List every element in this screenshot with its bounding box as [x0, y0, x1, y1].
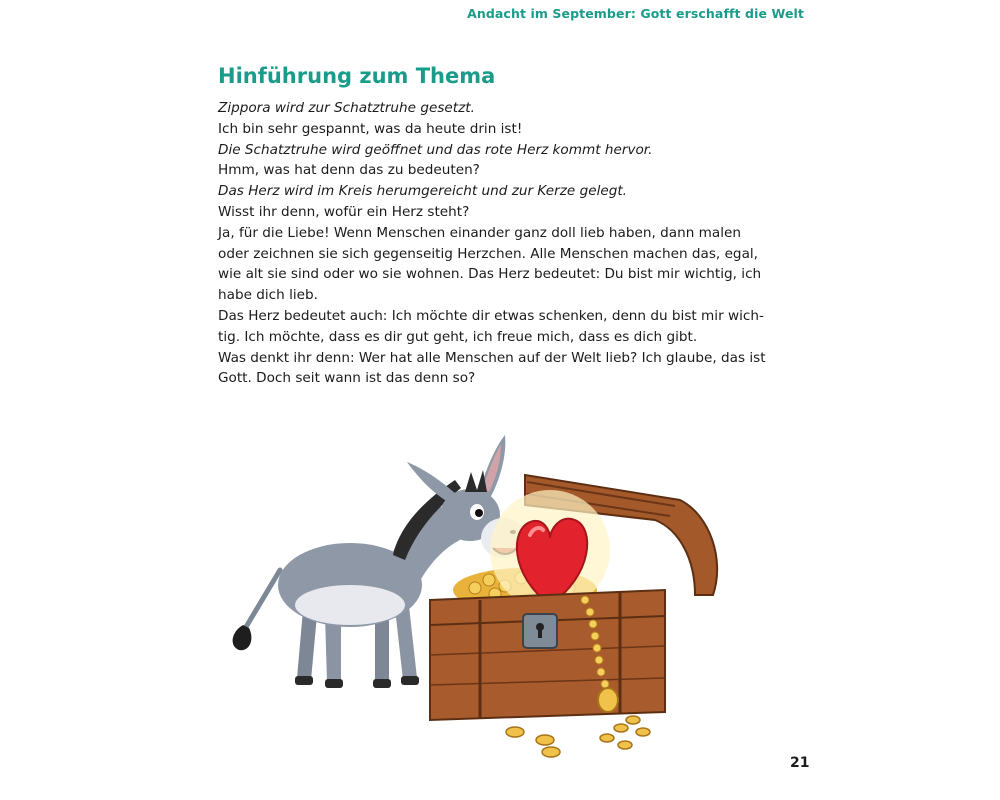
stage-direction: Die Schatztruhe wird geöffnet und das rote Herz kommt hervor. — [218, 141, 653, 158]
spoken-line: tig. Ich möchte, dass es dir gut geht, ich freue mich, dass es dich gibt. — [218, 328, 698, 345]
spoken-line: habe dich lieb. — [218, 287, 318, 304]
spoken-line: Hmm, was hat denn das zu bedeuten? — [218, 162, 480, 179]
spoken-line: Ja, für die Liebe! Wenn Menschen einander ganz doll lieb haben, dann malen — [218, 224, 741, 241]
page-number: 21 — [790, 755, 810, 771]
stage-direction: Das Herz wird im Kreis herumgereicht und zur Kerze gelegt. — [218, 183, 627, 200]
spoken-line: wie alt sie sind oder wo sie wohnen. Das Herz bedeutet: Du bist mir wichtig, ich — [218, 266, 762, 283]
section — [218, 64, 766, 389]
body-text — [218, 98, 766, 389]
spoken-line: Was denkt ihr denn: Wer hat alle Menschen auf der Welt lieb? Ich glaube, das ist — [218, 349, 766, 366]
spoken-line: Gott. Doch seit wann ist das denn so? — [218, 370, 476, 387]
spoken-line: Wisst ihr denn, wofür ein Herz steht? — [218, 203, 470, 220]
donkey-treasure-illustration — [225, 420, 735, 765]
stage-direction: Zippora wird zur Schatztruhe gesetzt. — [218, 100, 475, 116]
running-head: Andacht im September: Gott erschafft die Welt — [467, 6, 804, 21]
spoken-line: Ich bin sehr gespannt, was da heute drin ist! — [218, 120, 523, 137]
section-heading: Hinführung zum Thema — [218, 64, 496, 88]
spoken-line: Das Herz bedeutet auch: Ich möchte dir etwas schenken, denn du bist mir wich- — [218, 307, 764, 324]
spoken-line: oder zeichnen sie sich gegenseitig Herzchen. Alle Menschen machen das, egal, — [218, 245, 758, 262]
